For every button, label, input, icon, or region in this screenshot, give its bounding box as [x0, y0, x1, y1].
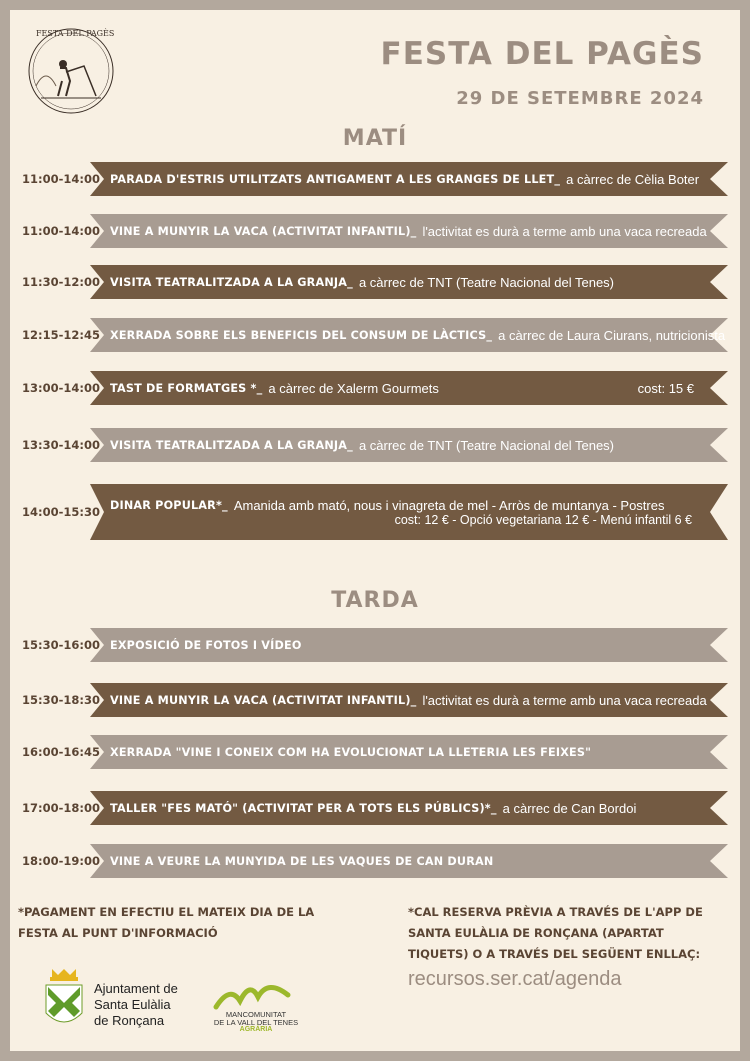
event-time: 17:00-18:00: [22, 801, 100, 815]
event-time: 13:30-14:00: [22, 438, 100, 452]
event-band: [90, 628, 728, 662]
event-description: a càrrec de Xalerm Gourmets: [268, 380, 439, 396]
event-title: XERRADA SOBRE ELS BENEFICIS DEL CONSUM DE LÀCTICS_: [110, 328, 493, 342]
schedule-row: [0, 214, 750, 248]
event-description: a càrrec de Can Bordoi: [502, 800, 637, 816]
event-title: XERRADA "VINE I CONEIX COM HA EVOLUCIONAT LA LLETERIA LES FEIXES": [110, 745, 592, 759]
event-description: l'activitat es durà a terme amb una vaca recreada: [422, 223, 707, 239]
event-band: [90, 735, 728, 769]
event-band: [90, 265, 728, 299]
schedule-row: [0, 683, 750, 717]
event-time: 15:30-16:00: [22, 638, 100, 652]
schedule-row: [0, 628, 750, 662]
event-time: 18:00-19:00: [22, 854, 100, 868]
event-cost: cost: 15 €: [637, 380, 694, 396]
event-title: VINE A MUNYIR LA VACA (ACTIVITAT INFANTIL)_: [110, 693, 417, 707]
event-time: 11:30-12:00: [22, 275, 100, 289]
event-description: a càrrec de Laura Ciurans, nutricionista: [498, 327, 726, 343]
event-band: [90, 318, 728, 352]
event-time: 14:00-15:30: [22, 505, 100, 519]
schedule-row: [0, 318, 750, 352]
agraria-label: AGRÀRIA: [239, 1026, 273, 1033]
event-band: [90, 162, 728, 196]
event-band: [90, 214, 728, 248]
schedule-row: [0, 791, 750, 825]
schedule-row: [0, 371, 750, 405]
event-title: TALLER "FES MATÓ" (ACTIVITAT PER A TOTS ELS PÚBLICS)*_: [110, 801, 497, 815]
event-title: DINAR POPULAR*_: [110, 498, 228, 512]
agenda-link[interactable]: recursos.ser.cat/agenda: [408, 968, 622, 990]
event-title: TAST DE FORMATGES *_: [110, 381, 263, 395]
schedule-row: [0, 428, 750, 462]
event-time: 12:15-12:45: [22, 328, 100, 342]
event-cost: cost: 12 € - Opció vegetariana 12 € - Menú infantil 6 €: [394, 512, 692, 527]
event-title: EXPOSICIÓ DE FOTOS I VÍDEO: [110, 638, 302, 652]
event-time: 13:00-14:00: [22, 381, 100, 395]
event-band: [90, 428, 728, 462]
event-time: 15:30-18:30: [22, 693, 100, 707]
schedule-row-dinar: [0, 484, 750, 540]
event-title: VISITA TEATRALITZADA A LA GRANJA_: [110, 275, 353, 289]
page-title: FESTA DEL PAGÈS: [380, 36, 704, 72]
event-band: [90, 683, 728, 717]
event-time: 11:00-14:00: [22, 172, 100, 186]
booking-note: *CAL RESERVA PRÈVIA A TRAVÉS DE L'APP DE SANTA EULÀLIA DE RONÇANA (APARTAT TIQUETS) O A TRAVÉS DEL SEGÜENT ENLLAÇ:: [408, 905, 703, 961]
ajuntament-name: Ajuntament de Santa Eulàlia de Ronçana: [94, 981, 178, 1028]
event-description: Amanida amb mató, nous i vinagreta de mel - Arròs de muntanya - Postres: [233, 497, 665, 513]
event-description: a càrrec de TNT (Teatre Nacional del Tenes): [358, 437, 615, 453]
event-band: [90, 844, 728, 878]
event-title: VINE A VEURE LA MUNYIDA DE LES VAQUES DE CAN DURAN: [110, 854, 494, 868]
event-time: 16:00-16:45: [22, 745, 100, 759]
event-title: VISITA TEATRALITZADA A LA GRANJA_: [110, 438, 353, 452]
section-mati: MATÍ: [342, 126, 408, 151]
schedule-row: [0, 162, 750, 196]
schedule-row: [0, 735, 750, 769]
event-title: PARADA D'ESTRIS UTILITZATS ANTIGAMENT A LES GRANGES DE LLET_: [110, 172, 561, 186]
festa-logo: [26, 26, 116, 116]
event-date: 29 DE SETEMBRE 2024: [456, 88, 704, 109]
event-time: 11:00-14:00: [22, 224, 100, 238]
event-band: [90, 484, 728, 540]
event-title: VINE A MUNYIR LA VACA (ACTIVITAT INFANTIL)_: [110, 224, 417, 238]
schedule-row: [0, 265, 750, 299]
event-band: [90, 791, 728, 825]
event-description: a càrrec de Cèlia Boter: [566, 171, 700, 187]
mancomunitat-name: MANCOMUNITAT DE LA VALL DEL TENES: [213, 1010, 299, 1027]
section-tarda: TARDA: [331, 588, 419, 613]
event-band: [90, 371, 728, 405]
payment-note: *PAGAMENT EN EFECTIU EL MATEIX DIA DE LA FESTA AL PUNT D'INFORMACIÓ: [18, 905, 315, 940]
logo-text: FESTA DEL PAGÈS: [36, 29, 115, 38]
event-description: a càrrec de TNT (Teatre Nacional del Tenes): [358, 274, 615, 290]
schedule-row: [0, 844, 750, 878]
event-description: l'activitat es durà a terme amb una vaca recreada: [422, 692, 707, 708]
